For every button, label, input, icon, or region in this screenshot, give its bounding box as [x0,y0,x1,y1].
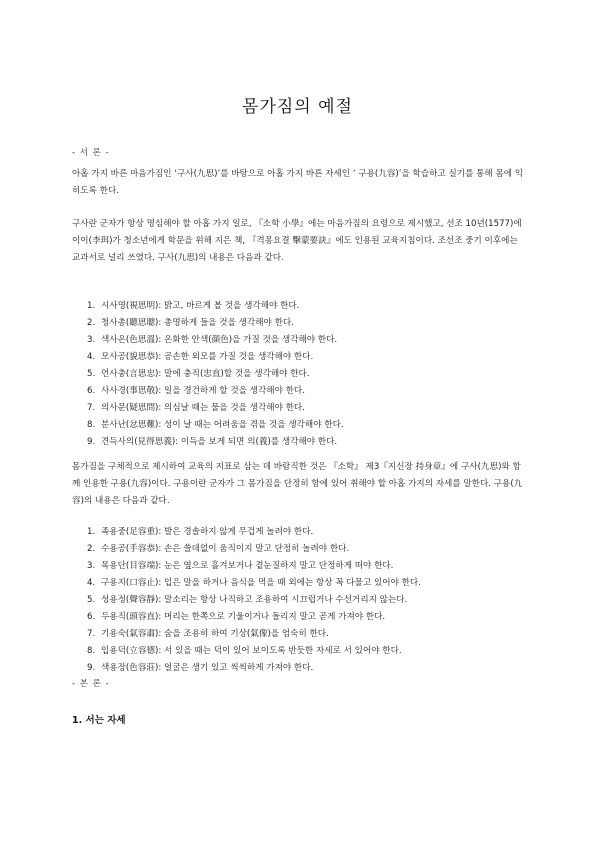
intro-paragraph-2: 구사란 군자가 항상 명심해야 할 아홉 가지 일로, 『소학 小學』에는 마음가짐의 요령으로 제시했고, 선조 10년(1577)에 이이(李珥)가 청소년에게 학문을 위해 지은 책, 『격몽요결 擊蒙要訣』에도 인용된 교육지침이다. 조선조 중기 이후에는 교과서로 널리 쓰였다. 구사(九思)의 내용은 다음과 같다. [72,219,522,263]
gusa-list-item: 4. 모사공(貌思恭): 공손한 외모를 가질 것을 생각해야 한다. [87,352,314,362]
gusa-list-item: 2. 청사총(聽思聰): 총명하게 들을 것을 생각해야 한다. [87,318,294,328]
gusa-list-item: 7. 의사문(疑思問): 의심날 때는 물을 것을 생각해야 한다. [87,403,305,413]
guyong-list-item: 4. 구용지(口容止): 입은 말을 하거나 음식을 먹을 때 외에는 항상 꼭 다물고 있어야 한다. [87,578,421,588]
section-heading: 1. 서는 자세 [72,715,126,726]
guyong-list [87,524,527,677]
gusa-list-item: 5. 언사충(言思忠): 말에 충직(忠直)할 것을 생각해야 한다. [87,369,310,379]
gusa-list-item: 6. 사사경(事思敬): 일을 경건하게 할 것을 생각해야 한다. [87,386,305,396]
guyong-list-item: 8. 입용덕(立容德): 서 있을 때는 덕이 있어 보이도록 반듯한 자세로 서 있어야 한다. [87,646,402,656]
gusa-list-item: 9. 견득사의(見得思義): 이득을 보게 되면 의(義)를 생각해야 한다. [87,437,338,447]
intro-section-label: - 서 론 - [72,148,110,158]
guyong-list-item: 2. 수용공(手容恭): 손은 쓸데없이 움직이지 말고 단정히 놀려야 한다. [87,544,350,554]
document-title: 몸가짐의 예절 [242,97,353,117]
guyong-list-item: 7. 기용숙(氣容肅): 숨을 조용히 하여 기상(氣像)을 엄숙히 한다. [87,629,329,639]
body-section-label: - 본 론 - [72,679,110,689]
intro-paragraph-1: 아홉 가지 바른 마음가짐인 ‘구사(九思)’를 바탕으로 아홉 가지 바른 자세인 ‘ 구용(九容)’을 학습하고 실기를 통해 몸에 익히도록 한다. [72,169,524,196]
guyong-list-item: 1. 족용중(足容重): 발은 경솔하지 않게 무겁게 놀려야 한다. [87,527,314,537]
gusa-list-item: 1. 시사명(視思明): 밝고, 바르게 볼 것을 생각해야 한다. [87,301,300,311]
guyong-list-item: 6. 두용직(頭容直): 머리는 한쪽으로 기울이거나 돌리지 말고 곧게 가져야 한다. [87,612,386,622]
guyong-list-item: 9. 색용장(色容莊): 얼굴은 생기 있고 씩씩하게 가져야 한다. [87,663,314,673]
guyong-list-item: 5. 성용정(聲容靜): 말소리는 항상 나직하고 조용하여 시끄럽거나 수선거리지 않는다. [87,595,408,605]
gusa-list-item: 3. 색사온(色思溫): 온화한 안색(顔色)을 가질 것을 생각해야 한다. [87,335,338,345]
gusa-list-item: 8. 분사난(忿思難): 성이 날 때는 어려움을 겪을 것을 생각해야 한다. [87,420,344,430]
guyong-intro-paragraph: 몸가짐을 구체적으로 제시하여 교육의 지표로 삼는 데 바람직한 것은 『소학』 제3『지신장 持身章』에 구사(九思)와 함께 인용한 구용(九容)이다. 구용이란 군자가 그 몸가짐을 단정히 함에 있어 취해야 할 아홉 가지의 자세를 말한다. 구용(九容)의 내용은 다음과 같다. [72,462,523,506]
guyong-list-item: 3. 목용단(目容端): 눈은 옆으로 흘겨보거나 곁눈질하지 말고 단정하게 떠야 한다. [87,561,394,571]
gusa-list [87,298,527,451]
